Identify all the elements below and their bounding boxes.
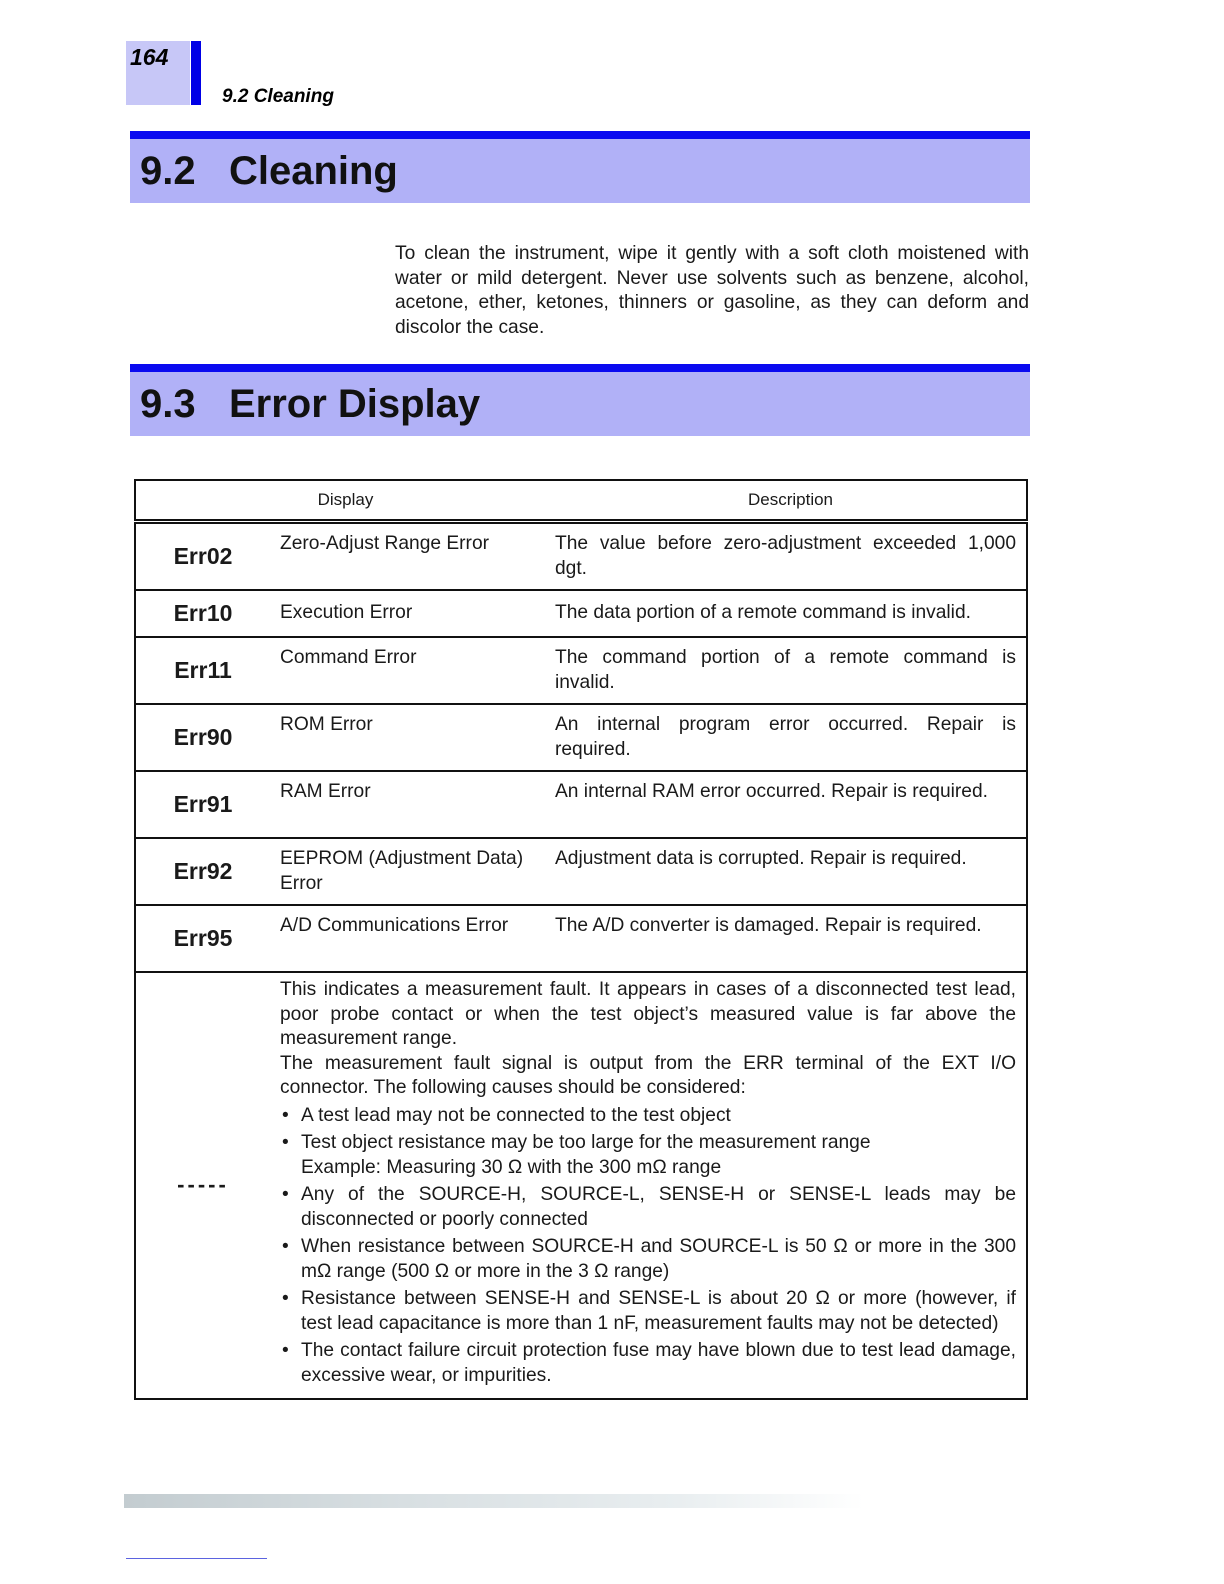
section-title: 9.3 Error Display [140,382,481,426]
error-description: An internal RAM error occurred. Repair is required. [555,771,1027,838]
table-row [135,771,1027,838]
list-item [280,1287,1016,1336]
list-item [280,1131,1016,1180]
list-item [280,1339,1016,1388]
table-row [135,522,1027,591]
error-name: EEPROM (Adjustment Data) Error [270,838,555,905]
table-row-measurement-fault [135,972,1027,1399]
error-table [134,479,1028,1400]
column-header-display: Display [135,480,555,522]
error-code: Err90 [135,704,270,771]
error-code: Err95 [135,905,270,972]
error-description: The A/D converter is damaged. Repair is required. [555,905,1027,972]
list-item-text: A test lead may not be connected to the test object [301,1104,731,1126]
list-item-text: Any of the SOURCE-H, SOURCE-L, SENSE-H or SENSE-L leads may be disconnected or poorly connected [301,1184,1016,1230]
footer-decoration [124,1494,864,1508]
table-header-row [135,480,1027,522]
fault-description [270,972,1027,1399]
error-name: Zero-Adjust Range Error [270,522,555,591]
cleaning-paragraph: To clean the instrument, wipe it gently with a soft cloth moistened with water or mild detergent. Never use solvents such as benzene, alcohol, acetone, ether, ketones, thinners or gasoline, as they can deform and discolor the case. [395,243,1029,338]
list-item [280,1183,1016,1232]
error-description: The data portion of a remote command is invalid. [555,590,1027,637]
list-item-text: Resistance between SENSE-H and SENSE-L is about 20 Ω or more (however, if test lead capacitance is more than 1 nF, measurement faults may not be detected) [301,1288,1016,1334]
error-code: Err91 [135,771,270,838]
fault-causes-list [280,1104,1016,1389]
error-code: Err10 [135,590,270,637]
error-name: A/D Communications Error [270,905,555,972]
error-name: Command Error [270,637,555,704]
list-item-text: Test object resistance may be too large for the measurement range [301,1132,871,1153]
error-description: The value before zero-adjustment exceeded 1,000 dgt. [555,522,1027,591]
list-item-text: The contact failure circuit protection fuse may have blown due to test lead damage, excessive wear, or impurities. [301,1340,1016,1386]
error-name: ROM Error [270,704,555,771]
list-item [280,1104,1016,1129]
table-row [135,704,1027,771]
error-code: Err92 [135,838,270,905]
error-name: Execution Error [270,590,555,637]
header-accent-bar [191,41,201,105]
table-row [135,905,1027,972]
table-row [135,590,1027,637]
error-description: The command portion of a remote command is invalid. [555,637,1027,704]
fault-intro: This indicates a measurement fault. It appears in cases of a disconnected test lead, poor probe contact or when the test object’s measured value is far above the measurement range. [280,979,1016,1049]
error-description: Adjustment data is corrupted. Repair is required. [555,838,1027,905]
section-title: 9.2 Cleaning [140,149,398,193]
fault-display-code: ----- [135,972,270,1399]
running-head: 9.2 Cleaning [222,86,334,107]
list-item [280,1235,1016,1284]
section-heading-error-display [130,364,1030,436]
section-heading-cleaning [130,131,1030,203]
error-code: Err11 [135,637,270,704]
error-name: RAM Error [270,771,555,838]
fault-example: Example: Measuring 30 Ω with the 300 mΩ range [301,1156,722,1178]
column-header-description: Description [555,480,1027,522]
list-item-text: When resistance between SOURCE-H and SOURCE-L is 50 Ω or more in the 300 mΩ range (500 Ω or more in the 3 Ω range) [301,1236,1016,1282]
page-number: 164 [130,44,169,70]
footer-rule [126,1558,267,1559]
error-code: Err02 [135,522,270,591]
fault-signal: The measurement fault signal is output from the ERR terminal of the EXT I/O connector. The following causes should be considered: [280,1052,1016,1098]
table-row [135,637,1027,704]
error-description: An internal program error occurred. Repair is required. [555,704,1027,771]
table-row [135,838,1027,905]
